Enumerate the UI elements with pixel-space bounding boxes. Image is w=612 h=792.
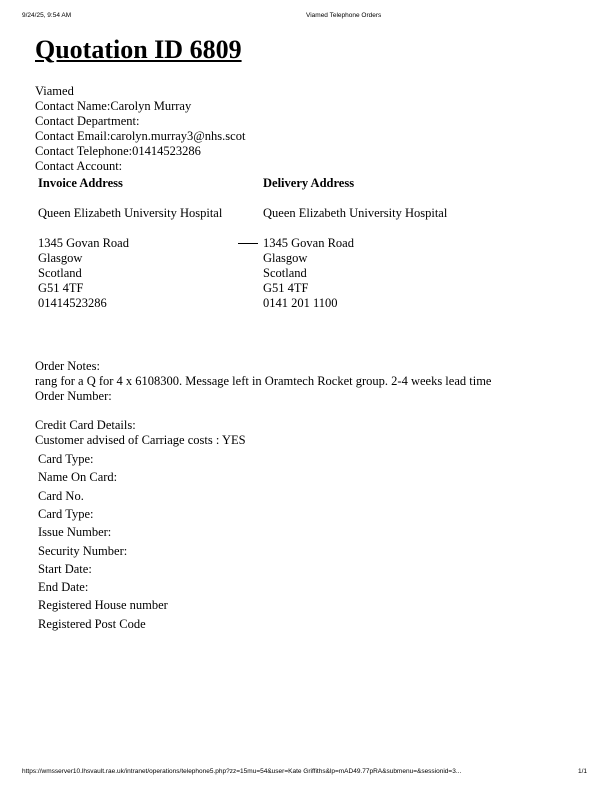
order-notes: rang for a Q for 4 x 6108300. Message left in Oramtech Rocket group. 2-4 weeks lead time bbox=[35, 374, 492, 388]
contact-line: Contact Department: bbox=[35, 114, 140, 128]
delivery-line: 1345 Govan Road bbox=[263, 236, 354, 250]
invoice-address bbox=[38, 176, 222, 311]
card-field: End Date: bbox=[38, 580, 89, 595]
contact-line: Contact Email:carolyn.murray3@nhs.scot bbox=[35, 129, 246, 143]
print-title: Viamed Telephone Orders bbox=[306, 12, 382, 19]
delivery-line: Queen Elizabeth University Hospital bbox=[263, 206, 448, 220]
card-field: Issue Number: bbox=[38, 525, 112, 540]
delivery-line: G51 4TF bbox=[263, 281, 309, 295]
invoice-line: 01414523286 bbox=[38, 296, 107, 310]
card-field: Card No. bbox=[38, 488, 84, 503]
invoice-line bbox=[38, 221, 222, 236]
card-field: Registered House number bbox=[38, 598, 168, 613]
order-notes-label: Order Notes: bbox=[35, 359, 100, 373]
contact-line: Viamed bbox=[35, 84, 74, 98]
print-url: https://wmsserver10.lhsvault.rae.uk/intranet/operations/telephone5.php?zz=15mu=54&user=Kate Griffiths&lp=mAD49.77pRA&submenu=&sessionid=3... bbox=[22, 768, 462, 775]
contact-line: Contact Telephone:01414523286 bbox=[35, 144, 201, 158]
carriage-costs: Customer advised of Carriage costs : YES bbox=[35, 433, 246, 447]
card-field: Card Type: bbox=[38, 452, 94, 466]
invoice-line: G51 4TF bbox=[38, 281, 84, 295]
invoice-line: Queen Elizabeth University Hospital bbox=[38, 206, 223, 220]
delivery-line bbox=[263, 221, 447, 236]
delivery-heading: Delivery Address bbox=[263, 176, 355, 190]
card-field: Security Number: bbox=[38, 543, 128, 558]
invoice-line: 1345 Govan Road bbox=[38, 236, 129, 250]
page-number: 1/1 bbox=[578, 768, 588, 775]
order-number-label: Order Number: bbox=[35, 389, 112, 403]
invoice-line: Scotland bbox=[38, 266, 82, 280]
delivery-line: Glasgow bbox=[263, 251, 308, 265]
card-field: Card Type: bbox=[38, 506, 94, 521]
card-field: Registered Post Code bbox=[38, 616, 146, 631]
contact-line: Contact Account: bbox=[35, 159, 123, 173]
invoice-line: Glasgow bbox=[38, 251, 83, 265]
print-datetime: 9/24/25, 9:54 AM bbox=[22, 12, 72, 19]
card-field: Start Date: bbox=[38, 561, 92, 576]
delivery-address bbox=[263, 176, 447, 311]
credit-card-label: Credit Card Details: bbox=[35, 418, 136, 432]
delivery-line: Scotland bbox=[263, 266, 307, 280]
delivery-line: 0141 201 1100 bbox=[263, 296, 338, 310]
divider bbox=[238, 243, 258, 244]
page-title: Quotation ID 6809 bbox=[35, 35, 242, 64]
contact-line: Contact Name:Carolyn Murray bbox=[35, 99, 192, 113]
card-field: Name On Card: bbox=[38, 470, 118, 485]
invoice-heading: Invoice Address bbox=[38, 176, 123, 190]
